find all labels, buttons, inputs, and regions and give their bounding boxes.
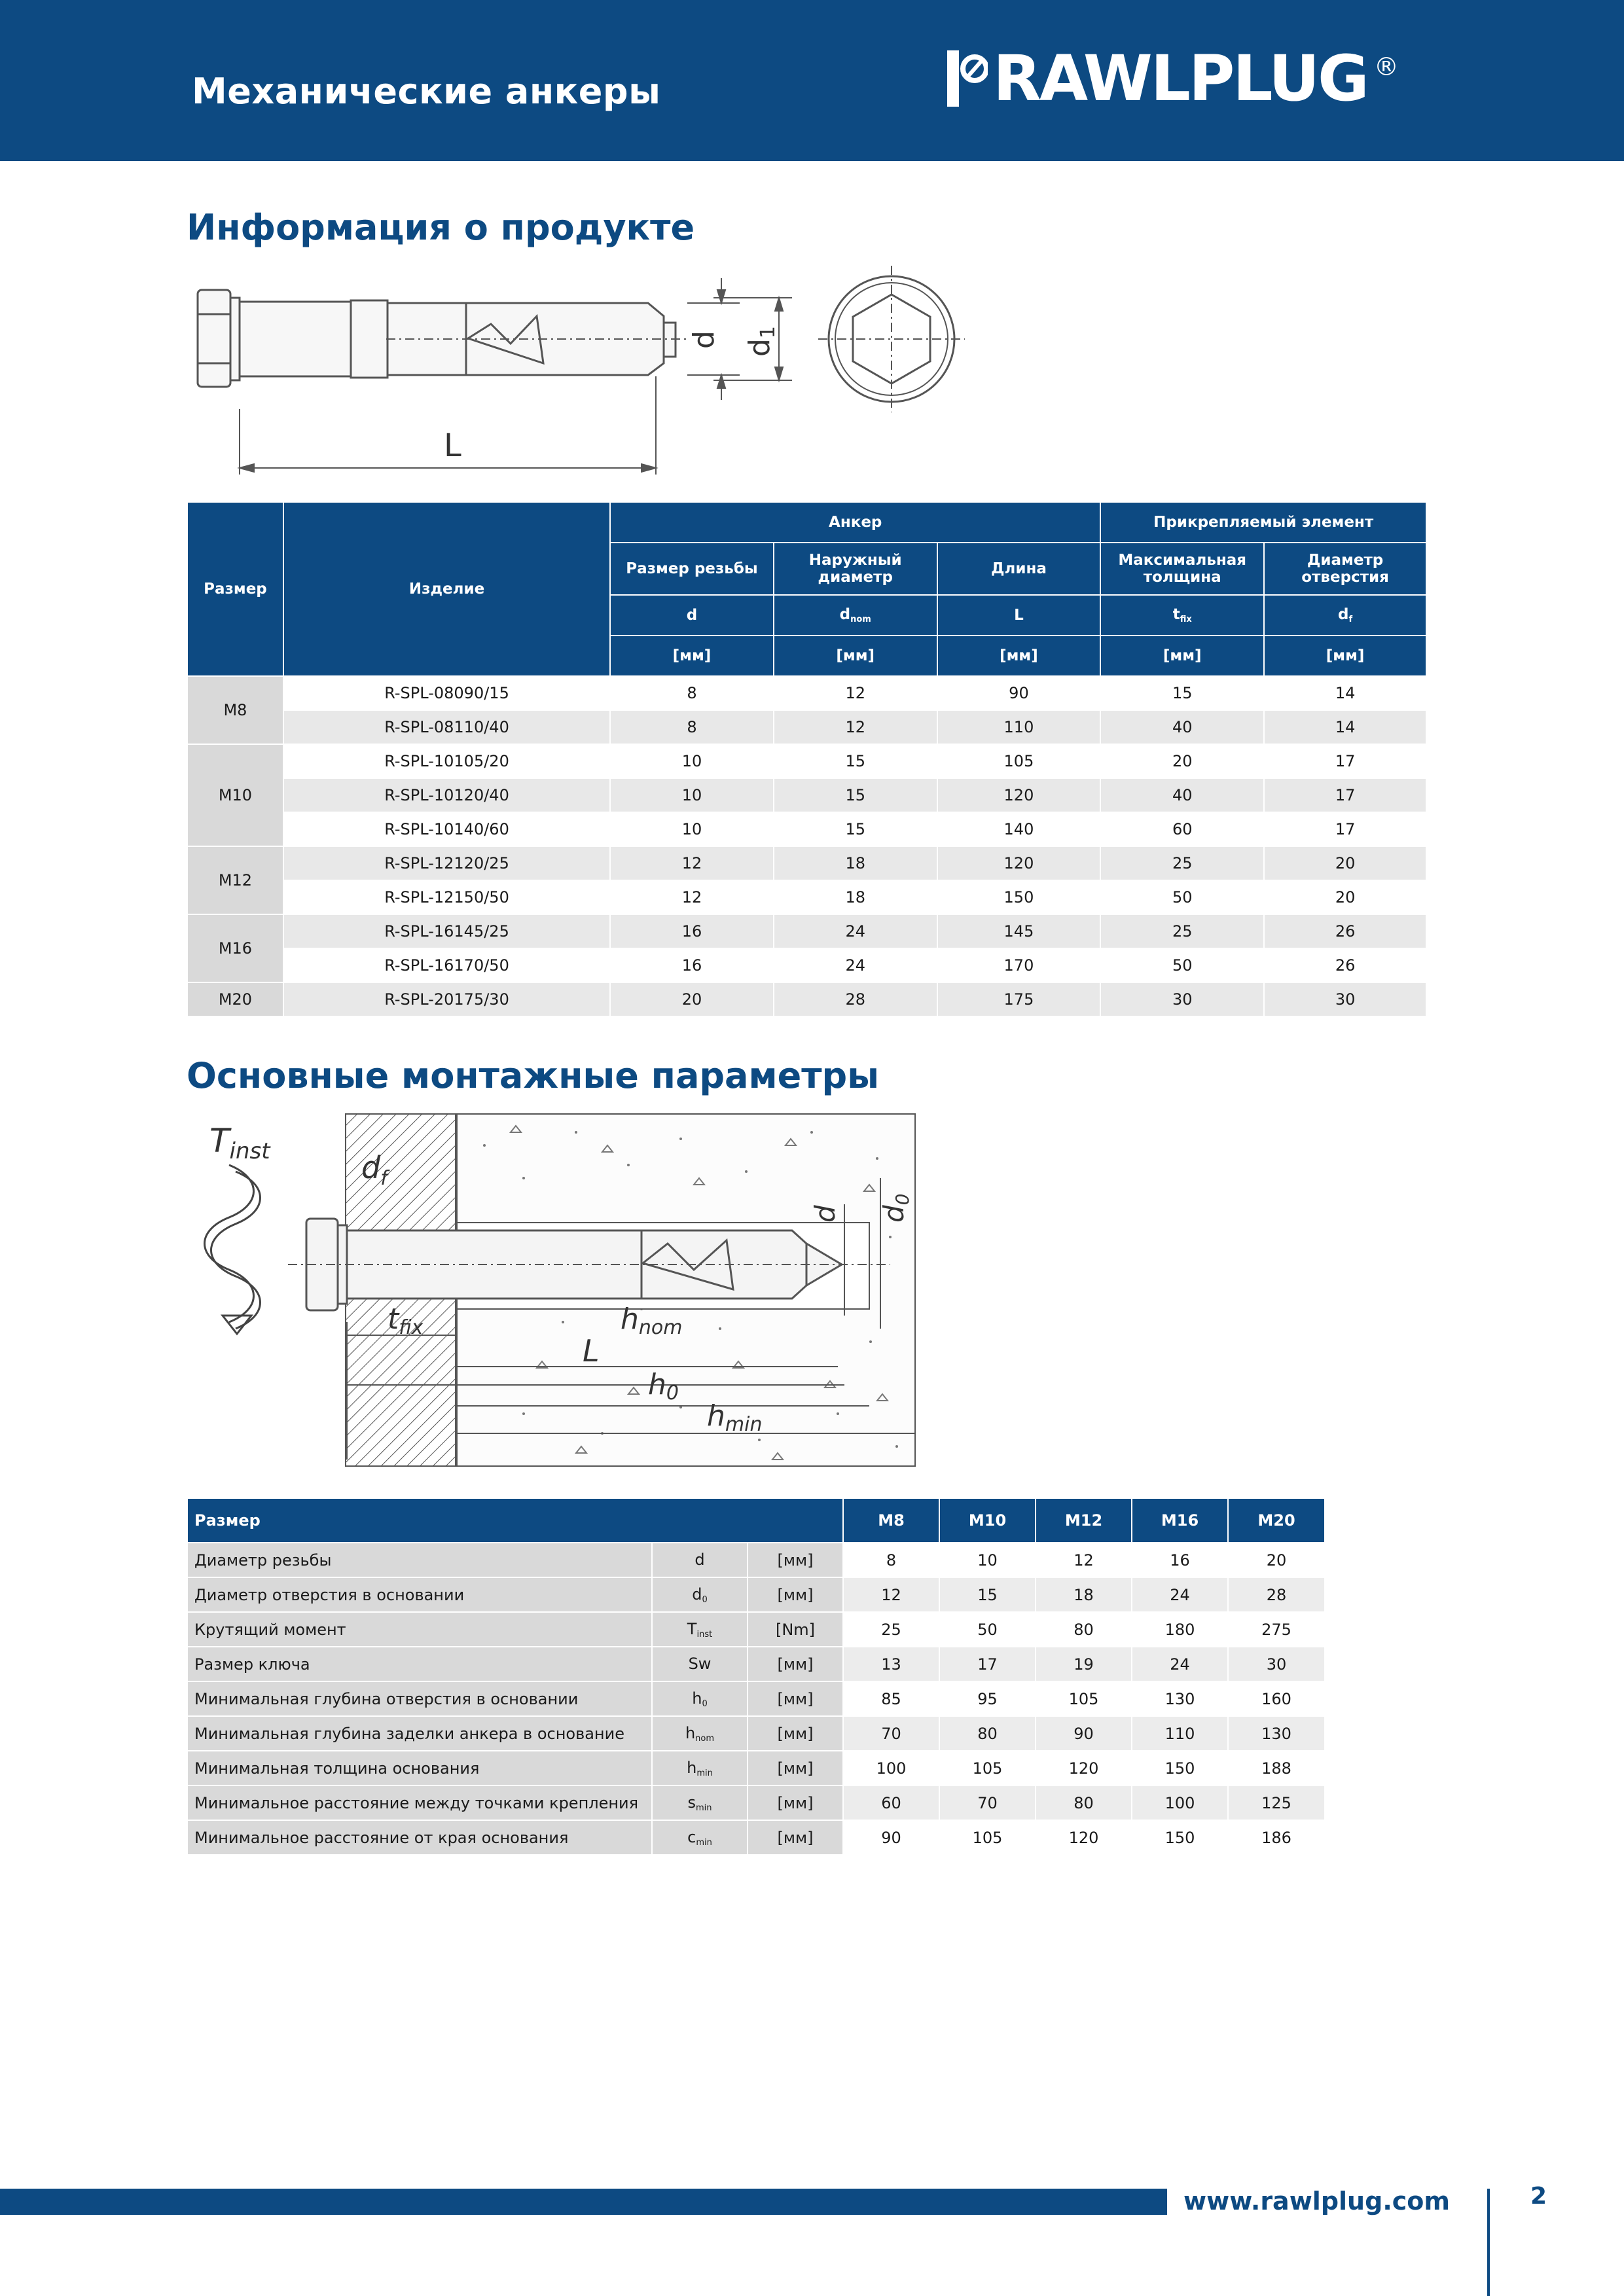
tfix-cell: 30 bbox=[1100, 982, 1264, 1016]
dnom-cell: 28 bbox=[774, 982, 937, 1016]
param-value: 80 bbox=[939, 1716, 1036, 1751]
unit-outer: [мм] bbox=[774, 636, 937, 676]
param-value: 105 bbox=[939, 1820, 1036, 1855]
param-unit: [мм] bbox=[748, 1716, 843, 1751]
param-value: 30 bbox=[1228, 1647, 1325, 1681]
tinst-label: T bbox=[209, 1122, 230, 1160]
param-value: 24 bbox=[1132, 1577, 1228, 1612]
sym-thread: d bbox=[610, 595, 774, 636]
param-symbol: $d_0$ bbox=[652, 1577, 748, 1612]
sub-hole-header: Диаметр отверстия bbox=[1264, 543, 1426, 595]
dnom-cell: 24 bbox=[774, 948, 937, 982]
registered-mark: ® bbox=[1373, 52, 1399, 81]
d-cell: 8 bbox=[610, 710, 774, 744]
page-header bbox=[0, 0, 1624, 161]
d-cell: 8 bbox=[610, 676, 774, 710]
L-cell: 120 bbox=[937, 778, 1101, 812]
param-value: 24 bbox=[1132, 1647, 1228, 1681]
table-row bbox=[187, 1716, 1325, 1751]
size-cell: M10 bbox=[187, 744, 283, 846]
col-size-header: Размер bbox=[187, 502, 283, 676]
footer-bar bbox=[0, 2189, 1167, 2215]
df-cell: 14 bbox=[1264, 676, 1426, 710]
param-label: Диаметр резьбы bbox=[187, 1543, 652, 1577]
param-value: 160 bbox=[1228, 1681, 1325, 1716]
param-value: 125 bbox=[1228, 1785, 1325, 1820]
d-label: d bbox=[809, 1205, 841, 1223]
param-unit: [мм] bbox=[748, 1820, 843, 1855]
dnom-cell: 12 bbox=[774, 710, 937, 744]
param-symbol: $c_{min}$ bbox=[652, 1820, 748, 1855]
param-value: 17 bbox=[939, 1647, 1036, 1681]
table-row bbox=[187, 1612, 1325, 1647]
unit-hole: [мм] bbox=[1264, 636, 1426, 676]
tfix-label: t bbox=[388, 1302, 399, 1336]
d-cell: 10 bbox=[610, 812, 774, 846]
L-cell: 145 bbox=[937, 914, 1101, 948]
table-row bbox=[187, 778, 1426, 812]
install-params-body bbox=[187, 1543, 1325, 1855]
col-product-header: Изделие bbox=[283, 502, 610, 676]
table-row bbox=[187, 1785, 1325, 1820]
unit-thread: [мм] bbox=[610, 636, 774, 676]
param-value: 150 bbox=[1132, 1751, 1228, 1785]
df-cell: 20 bbox=[1264, 880, 1426, 914]
size-cell: M12 bbox=[187, 846, 283, 914]
param-unit: [Nm] bbox=[748, 1612, 843, 1647]
df-cell: 17 bbox=[1264, 744, 1426, 778]
param-unit: [мм] bbox=[748, 1647, 843, 1681]
svg-text:d0: d0 bbox=[878, 1193, 913, 1223]
param-value: 130 bbox=[1228, 1716, 1325, 1751]
sym-outer: $d_{nom}$ bbox=[774, 595, 937, 636]
param-value: 80 bbox=[1036, 1785, 1132, 1820]
section-title-install-params: Основные монтажные параметры bbox=[187, 1055, 880, 1096]
param-value: 180 bbox=[1132, 1612, 1228, 1647]
df-cell: 17 bbox=[1264, 778, 1426, 812]
svg-text:hnom: hnom bbox=[621, 1302, 683, 1339]
param-unit: [мм] bbox=[748, 1543, 843, 1577]
tfix-cell: 40 bbox=[1100, 710, 1264, 744]
param-value: 8 bbox=[843, 1543, 939, 1577]
product-cell: R-SPL-10105/20 bbox=[283, 744, 610, 778]
sym-maxthick: $t_{fix}$ bbox=[1100, 595, 1264, 636]
d-cell: 10 bbox=[610, 778, 774, 812]
param-value: 50 bbox=[939, 1612, 1036, 1647]
param-value: 110 bbox=[1132, 1716, 1228, 1751]
svg-text:df: $d_f$ bbox=[361, 1150, 388, 1190]
tfix-cell: 15 bbox=[1100, 676, 1264, 710]
df-label: d bbox=[361, 1150, 381, 1185]
sub-thread-header: Размер резьбы bbox=[610, 543, 774, 595]
dnom-cell: 18 bbox=[774, 846, 937, 880]
df-cell: 26 bbox=[1264, 914, 1426, 948]
dnom-cell: 24 bbox=[774, 914, 937, 948]
L-cell: 110 bbox=[937, 710, 1101, 744]
param-value: 20 bbox=[1228, 1543, 1325, 1577]
param-label: Диаметр отверстия в основании bbox=[187, 1577, 652, 1612]
table-row bbox=[187, 1577, 1325, 1612]
param-value: 60 bbox=[843, 1785, 939, 1820]
param-symbol: $s_{min}$ bbox=[652, 1785, 748, 1820]
dnom-cell: 15 bbox=[774, 778, 937, 812]
param-value: 19 bbox=[1036, 1647, 1132, 1681]
param-value: 100 bbox=[843, 1751, 939, 1785]
L-cell: 105 bbox=[937, 744, 1101, 778]
param-value: 70 bbox=[843, 1716, 939, 1751]
table-row bbox=[187, 914, 1426, 948]
tfix-cell: 20 bbox=[1100, 744, 1264, 778]
param-symbol: $h_{min}$ bbox=[652, 1751, 748, 1785]
param-value: 186 bbox=[1228, 1820, 1325, 1855]
product-cell: R-SPL-10120/40 bbox=[283, 778, 610, 812]
unit-length: [мм] bbox=[937, 636, 1101, 676]
param-label: Минимальная глубина заделки анкера в основание bbox=[187, 1716, 652, 1751]
table-row bbox=[187, 1543, 1325, 1577]
page-number: 2 bbox=[1530, 2183, 1547, 2210]
svg-text:hmin: hmin bbox=[707, 1399, 763, 1436]
tfix-cell: 25 bbox=[1100, 846, 1264, 880]
size-header: Размер bbox=[187, 1498, 843, 1543]
param-label: Минимальное расстояние между точками крепления bbox=[187, 1785, 652, 1820]
product-cell: R-SPL-12150/50 bbox=[283, 880, 610, 914]
install-params-table bbox=[187, 1498, 1326, 1856]
svg-text:h0: h0 bbox=[648, 1368, 679, 1405]
param-value: 85 bbox=[843, 1681, 939, 1716]
d-cell: 12 bbox=[610, 880, 774, 914]
d-cell: 16 bbox=[610, 914, 774, 948]
df-cell: 30 bbox=[1264, 982, 1426, 1016]
param-unit: [мм] bbox=[748, 1681, 843, 1716]
param-label: Минимальная толщина основания bbox=[187, 1751, 652, 1785]
table-row bbox=[187, 880, 1426, 914]
d-cell: 16 bbox=[610, 948, 774, 982]
group-fixture-header: Прикрепляемый элемент bbox=[1100, 502, 1426, 543]
section-title-product-info: Информация о продукте bbox=[187, 207, 695, 248]
footer-divider bbox=[1487, 2189, 1490, 2296]
L-cell: 90 bbox=[937, 676, 1101, 710]
hnom-label: h bbox=[621, 1302, 639, 1336]
size-cell: M8 bbox=[187, 676, 283, 744]
param-value: 12 bbox=[1036, 1543, 1132, 1577]
sub-length-header: Длина bbox=[937, 543, 1101, 595]
param-value: 18 bbox=[1036, 1577, 1132, 1612]
L-label: L bbox=[583, 1333, 600, 1369]
size-cell: M16 bbox=[187, 914, 283, 982]
sub-outer-header: Наружный диаметр bbox=[774, 543, 937, 595]
df-cell: 20 bbox=[1264, 846, 1426, 880]
df-cell: 17 bbox=[1264, 812, 1426, 846]
param-unit: [мм] bbox=[748, 1577, 843, 1612]
table-row bbox=[187, 846, 1426, 880]
product-table-body bbox=[187, 676, 1426, 1016]
svg-text:tfix: tfix bbox=[388, 1302, 424, 1339]
param-label: Минимальная глубина отверстия в основании bbox=[187, 1681, 652, 1716]
param-value: 25 bbox=[843, 1612, 939, 1647]
param-label: Размер ключа bbox=[187, 1647, 652, 1681]
table-row bbox=[187, 1647, 1325, 1681]
df-cell: 14 bbox=[1264, 710, 1426, 744]
size-col-header: M10 bbox=[939, 1498, 1036, 1543]
tfix-cell: 25 bbox=[1100, 914, 1264, 948]
df-cell: 26 bbox=[1264, 948, 1426, 982]
L-cell: 175 bbox=[937, 982, 1101, 1016]
product-cell: R-SPL-08090/15 bbox=[283, 676, 610, 710]
param-symbol: $h_{nom}$ bbox=[652, 1716, 748, 1751]
dnom-cell: 12 bbox=[774, 676, 937, 710]
param-value: 70 bbox=[939, 1785, 1036, 1820]
param-value: 90 bbox=[1036, 1716, 1132, 1751]
d0-label: d bbox=[878, 1205, 910, 1223]
d-cell: 12 bbox=[610, 846, 774, 880]
table-row bbox=[187, 676, 1426, 710]
header-title: Механические анкеры bbox=[192, 71, 661, 112]
table-row bbox=[187, 812, 1426, 846]
logo-mark-icon bbox=[947, 50, 988, 107]
product-cell: R-SPL-20175/30 bbox=[283, 982, 610, 1016]
product-cell: R-SPL-16170/50 bbox=[283, 948, 610, 982]
param-value: 90 bbox=[843, 1820, 939, 1855]
param-value: 120 bbox=[1036, 1751, 1132, 1785]
logo-text: RAWLPLUG bbox=[993, 42, 1367, 115]
product-cell: R-SPL-12120/25 bbox=[283, 846, 610, 880]
param-symbol: d bbox=[652, 1543, 748, 1577]
sym-hole: $d_f$ bbox=[1264, 595, 1426, 636]
size-col-header: M16 bbox=[1132, 1498, 1228, 1543]
param-value: 15 bbox=[939, 1577, 1036, 1612]
param-value: 28 bbox=[1228, 1577, 1325, 1612]
dim-d1-sub: 1 bbox=[757, 325, 780, 339]
table-row bbox=[187, 948, 1426, 982]
product-cell: R-SPL-08110/40 bbox=[283, 710, 610, 744]
table-row bbox=[187, 710, 1426, 744]
table-row bbox=[187, 1751, 1325, 1785]
param-unit: [мм] bbox=[748, 1751, 843, 1785]
param-value: 188 bbox=[1228, 1751, 1325, 1785]
param-value: 130 bbox=[1132, 1681, 1228, 1716]
unit-maxthick: [мм] bbox=[1100, 636, 1264, 676]
product-cell: R-SPL-16145/25 bbox=[283, 914, 610, 948]
svg-text:d1 bbox=[743, 326, 780, 357]
tfix-cell: 40 bbox=[1100, 778, 1264, 812]
dnom-cell: 15 bbox=[774, 812, 937, 846]
dnom-cell: 18 bbox=[774, 880, 937, 914]
param-value: 10 bbox=[939, 1543, 1036, 1577]
group-anchor-header: Анкер bbox=[610, 502, 1100, 543]
param-value: 105 bbox=[939, 1751, 1036, 1785]
L-cell: 140 bbox=[937, 812, 1101, 846]
footer-url-link[interactable]: www.rawlplug.com bbox=[1183, 2187, 1450, 2215]
tfix-cell: 50 bbox=[1100, 880, 1264, 914]
sym-length: L bbox=[937, 595, 1101, 636]
size-col-header: M12 bbox=[1036, 1498, 1132, 1543]
param-value: 12 bbox=[843, 1577, 939, 1612]
param-symbol: Sw bbox=[652, 1647, 748, 1681]
d-cell: 20 bbox=[610, 982, 774, 1016]
L-cell: 120 bbox=[937, 846, 1101, 880]
param-value: 275 bbox=[1228, 1612, 1325, 1647]
tfix-cell: 50 bbox=[1100, 948, 1264, 982]
param-value: 13 bbox=[843, 1647, 939, 1681]
param-value: 80 bbox=[1036, 1612, 1132, 1647]
table-row bbox=[187, 1820, 1325, 1855]
param-value: 120 bbox=[1036, 1820, 1132, 1855]
param-value: 100 bbox=[1132, 1785, 1228, 1820]
size-col-header: M8 bbox=[843, 1498, 939, 1543]
dim-L-label: L bbox=[444, 427, 461, 464]
param-value: 105 bbox=[1036, 1681, 1132, 1716]
installation-drawing bbox=[183, 1106, 969, 1473]
L-cell: 150 bbox=[937, 880, 1101, 914]
tfix-cell: 60 bbox=[1100, 812, 1264, 846]
size-col-header: M20 bbox=[1228, 1498, 1325, 1543]
param-symbol: $h_0$ bbox=[652, 1681, 748, 1716]
anchor-product-drawing bbox=[190, 265, 975, 494]
param-symbol: $T_{inst}$ bbox=[652, 1612, 748, 1647]
param-value: 16 bbox=[1132, 1543, 1228, 1577]
dnom-cell: 15 bbox=[774, 744, 937, 778]
L-cell: 170 bbox=[937, 948, 1101, 982]
dim-d1-label: d bbox=[743, 338, 776, 357]
param-unit: [мм] bbox=[748, 1785, 843, 1820]
param-label: Минимальное расстояние от края основания bbox=[187, 1820, 652, 1855]
product-cell: R-SPL-10140/60 bbox=[283, 812, 610, 846]
param-value: 95 bbox=[939, 1681, 1036, 1716]
size-cell: M20 bbox=[187, 982, 283, 1016]
svg-text:Tinst: $T_{inst}$ bbox=[209, 1122, 270, 1164]
dim-d-label: d bbox=[687, 331, 721, 349]
hmin-label: h bbox=[707, 1399, 725, 1433]
param-value: 150 bbox=[1132, 1820, 1228, 1855]
table-row bbox=[187, 744, 1426, 778]
rawlplug-logo[interactable] bbox=[947, 42, 1399, 115]
product-table bbox=[187, 501, 1427, 1017]
sub-maxthick-header: Максимальная толщина bbox=[1100, 543, 1264, 595]
table-row bbox=[187, 982, 1426, 1016]
param-label: Крутящий момент bbox=[187, 1612, 652, 1647]
h0-label: h bbox=[648, 1368, 666, 1401]
d-cell: 10 bbox=[610, 744, 774, 778]
table-row bbox=[187, 1681, 1325, 1716]
